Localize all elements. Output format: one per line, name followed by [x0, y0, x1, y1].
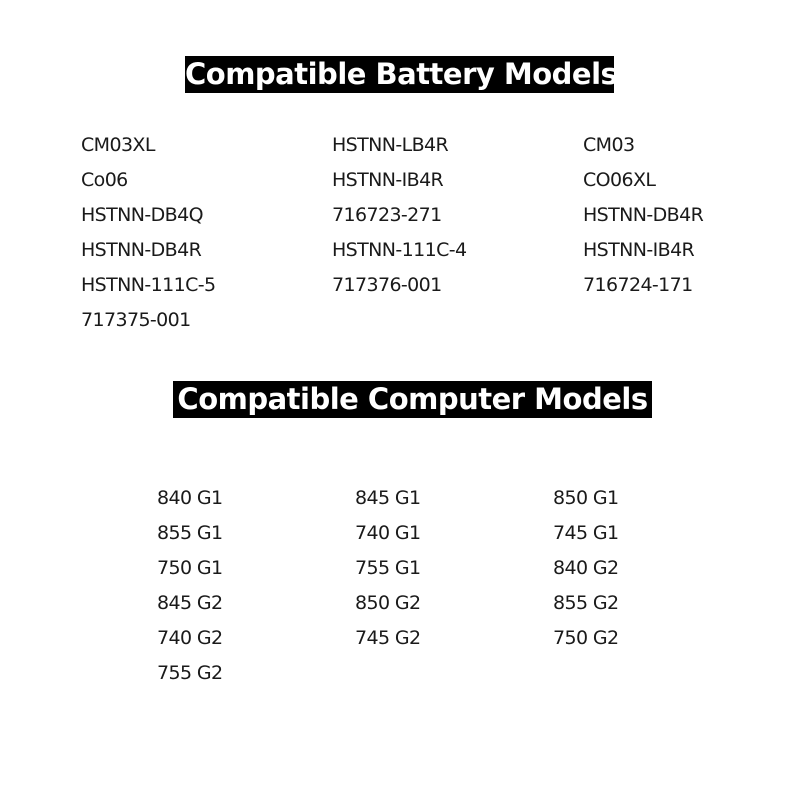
computer-model-item: 855 G1 [157, 522, 223, 544]
computer-models-column-3 [553, 481, 619, 656]
battery-model-item: 717375-001 [81, 309, 191, 331]
computer-model-item: 845 G2 [157, 592, 223, 614]
battery-model-item: HSTNN-DB4R [583, 204, 704, 226]
computer-model-item: 840 G1 [157, 487, 223, 509]
battery-model-item: HSTNN-DB4Q [81, 204, 203, 226]
computer-model-item: 740 G1 [355, 522, 421, 544]
battery-model-item: HSTNN-IB4R [583, 239, 695, 261]
battery-models-column-1 [81, 128, 216, 338]
battery-model-item: HSTNN-111C-4 [332, 239, 467, 261]
battery-model-item: CM03XL [81, 134, 155, 156]
battery-model-item: CO06XL [583, 169, 656, 191]
computer-models-column-2 [355, 481, 421, 656]
battery-models-heading: Compatible Battery Models [185, 57, 618, 91]
battery-model-item: HSTNN-111C-5 [81, 274, 216, 296]
battery-model-item: 716723-271 [332, 204, 442, 226]
battery-model-item: HSTNN-LB4R [332, 134, 449, 156]
battery-models-column-2 [332, 128, 467, 303]
battery-models-column-3 [583, 128, 703, 303]
computer-model-item: 850 G1 [553, 487, 619, 509]
computer-model-item: 850 G2 [355, 592, 421, 614]
battery-model-item: Co06 [81, 169, 128, 191]
computer-model-item: 745 G2 [355, 627, 421, 649]
computer-model-item: 840 G2 [553, 557, 619, 579]
battery-model-item: 717376-001 [332, 274, 442, 296]
battery-model-item: HSTNN-DB4R [81, 239, 202, 261]
computer-models-column-1 [157, 481, 223, 691]
battery-model-item: 716724-171 [583, 274, 693, 296]
computer-model-item: 750 G1 [157, 557, 223, 579]
battery-model-item: HSTNN-IB4R [332, 169, 444, 191]
computer-model-item: 855 G2 [553, 592, 619, 614]
computer-model-item: 750 G2 [553, 627, 619, 649]
computer-model-item: 745 G1 [553, 522, 619, 544]
computer-model-item: 755 G1 [355, 557, 421, 579]
computer-model-item: 845 G1 [355, 487, 421, 509]
computer-model-item: 740 G2 [157, 627, 223, 649]
computer-models-heading: Compatible Computer Models [173, 381, 652, 418]
battery-model-item: CM03 [583, 134, 635, 156]
computer-model-item: 755 G2 [157, 662, 223, 684]
